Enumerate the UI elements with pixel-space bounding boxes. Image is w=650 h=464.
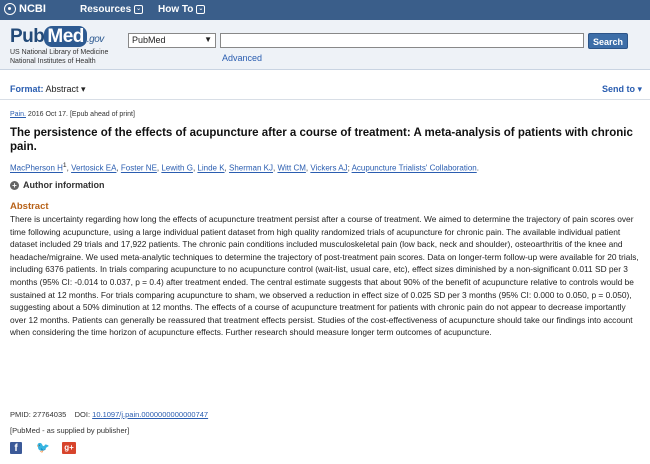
facebook-icon[interactable]: f	[10, 442, 22, 454]
logo-pub: Pub	[10, 26, 45, 47]
ncbi-logo-icon	[4, 3, 16, 15]
send-to-label: Send to	[601, 84, 635, 94]
citation	[10, 111, 135, 118]
logo-sub-nih: National Institutes of Health	[10, 58, 96, 65]
author-link[interactable]: Vertosick EA	[71, 163, 117, 173]
doi-label: DOI:	[74, 410, 91, 419]
howto-label: How To	[158, 4, 194, 15]
advanced-search-link[interactable]: Advanced	[222, 53, 263, 63]
author-link[interactable]: Foster NE	[120, 163, 157, 173]
expand-plus-icon: +	[10, 181, 19, 190]
format-label: Format:	[10, 84, 44, 94]
send-to-dropdown[interactable]	[602, 84, 642, 95]
chevron-down-icon: ▼	[204, 35, 212, 44]
database-select[interactable]	[128, 33, 216, 48]
pubmed-header	[0, 20, 650, 70]
google-plus-icon[interactable]: g+	[62, 442, 76, 454]
resources-menu[interactable]	[80, 4, 143, 15]
author-information-toggle[interactable]	[10, 180, 105, 190]
format-row	[0, 80, 650, 100]
ncbi-logo[interactable]	[4, 3, 46, 15]
pubmed-status: [PubMed - as supplied by publisher]	[10, 426, 130, 435]
article-identifiers	[10, 410, 208, 419]
journal-source-link[interactable]: Pain.	[10, 111, 26, 118]
format-value: Abstract	[45, 84, 79, 94]
pmid: PMID: 27764035	[10, 410, 67, 419]
abstract-heading: Abstract	[10, 201, 49, 212]
chevron-down-icon: ▾	[81, 84, 86, 94]
pubmed-logo[interactable]	[10, 26, 108, 66]
ncbi-logo-text: NCBI	[19, 3, 46, 15]
ncbi-top-bar	[0, 0, 650, 20]
doi-link[interactable]: 10.1097/j.pain.0000000000000747	[92, 410, 209, 419]
logo-med: Med	[44, 26, 87, 47]
logo-sub-nlm: US National Library of Medicine	[10, 49, 109, 56]
author-information-label: Author information	[23, 180, 105, 190]
twitter-icon[interactable]: 🐦	[36, 442, 50, 454]
search-input[interactable]	[220, 33, 584, 48]
citation-date: 2016 Oct 17. [Epub ahead of print]	[27, 111, 135, 118]
howto-menu[interactable]	[158, 4, 205, 15]
author-link[interactable]: MacPherson H	[10, 163, 63, 173]
author-link[interactable]: Witt CM	[277, 163, 306, 173]
format-dropdown[interactable]	[10, 84, 86, 95]
author-link[interactable]: Sherman KJ	[228, 163, 274, 173]
abstract-text: There is uncertainty regarding how long the effects of acupuncture treatment persist after a course of treatment. We aimed to determine the trajectory of pain scores over time following acupuncture, using a large individual patient dataset from high quality randomized trials of acupuncture for chronic pain. The available individual patient dataset included 29 trials and 17,922 patients. The chronic pain conditions included musculoskeletal pain (low back, neck and shoulder), osteoarthritis of the knee and headache/migraine. We used meta-analytic techniques to determine the trajectory of post-treatment pain scores. Data on longer-term follow-up were available for 20 trials, including 6376 patients. In trials comparing acupuncture to no acupuncture control (wait-list, usual care, etc), effect sizes diminished by a non-significant 0.011 SD per 3 months (95% CI: -0.014 to 0.037, p = 0.4) after treatment ended. The central estimate suggests that about 90% of the benefit of acupuncture relative to controls would be sustained at 12 months. For trials comparing acupuncture to sham, we observed a reduction in effect size of 0.025 SD per 3 months (95% CI: 0.000 to 0.050, p = 0.050), suggesting about a 50% diminution at 12 months. The effects of a course of acupuncture treatment for patients with chronic pain do not appear to decrease importantly over 12 months. Patients can generally be reassured that treatment effects persist. Studies of the cost-effectiveness of acupuncture should take our findings into account when considering the time horizon of acupuncture effects. Further research should measure longer term outcomes of acupuncture.	[10, 214, 639, 338]
logo-gov: .gov	[86, 34, 104, 45]
chevron-down-icon: ▾	[637, 84, 642, 94]
resources-label: Resources	[80, 4, 132, 15]
author-link[interactable]: Acupuncture Trialists' Collaboration	[351, 163, 477, 173]
author-link[interactable]: Linde K	[197, 163, 225, 173]
author-list: MacPherson $H^1$, Vertosick EA, Foster NE, Lewith G, Linde K, Sherman KJ, Witt CM, Vickers AJ; Acupuncture Trialists' Collaboration.	[10, 162, 479, 173]
chevron-down-icon: ⌄	[136, 6, 142, 12]
author-link[interactable]: Lewith G	[161, 163, 193, 173]
author-link[interactable]: Vickers AJ	[310, 163, 348, 173]
article-title: The persistence of the effects of acupuncture after a course of treatment: A meta-analysis of patients with chronic pain.	[10, 127, 633, 153]
database-selected-value: PubMed	[132, 35, 166, 45]
chevron-down-icon: ⌄	[198, 6, 204, 12]
search-button[interactable]: Search	[588, 33, 628, 49]
author-affiliation-sup[interactable]: 1	[62, 162, 67, 169]
social-share-bar	[10, 442, 76, 454]
